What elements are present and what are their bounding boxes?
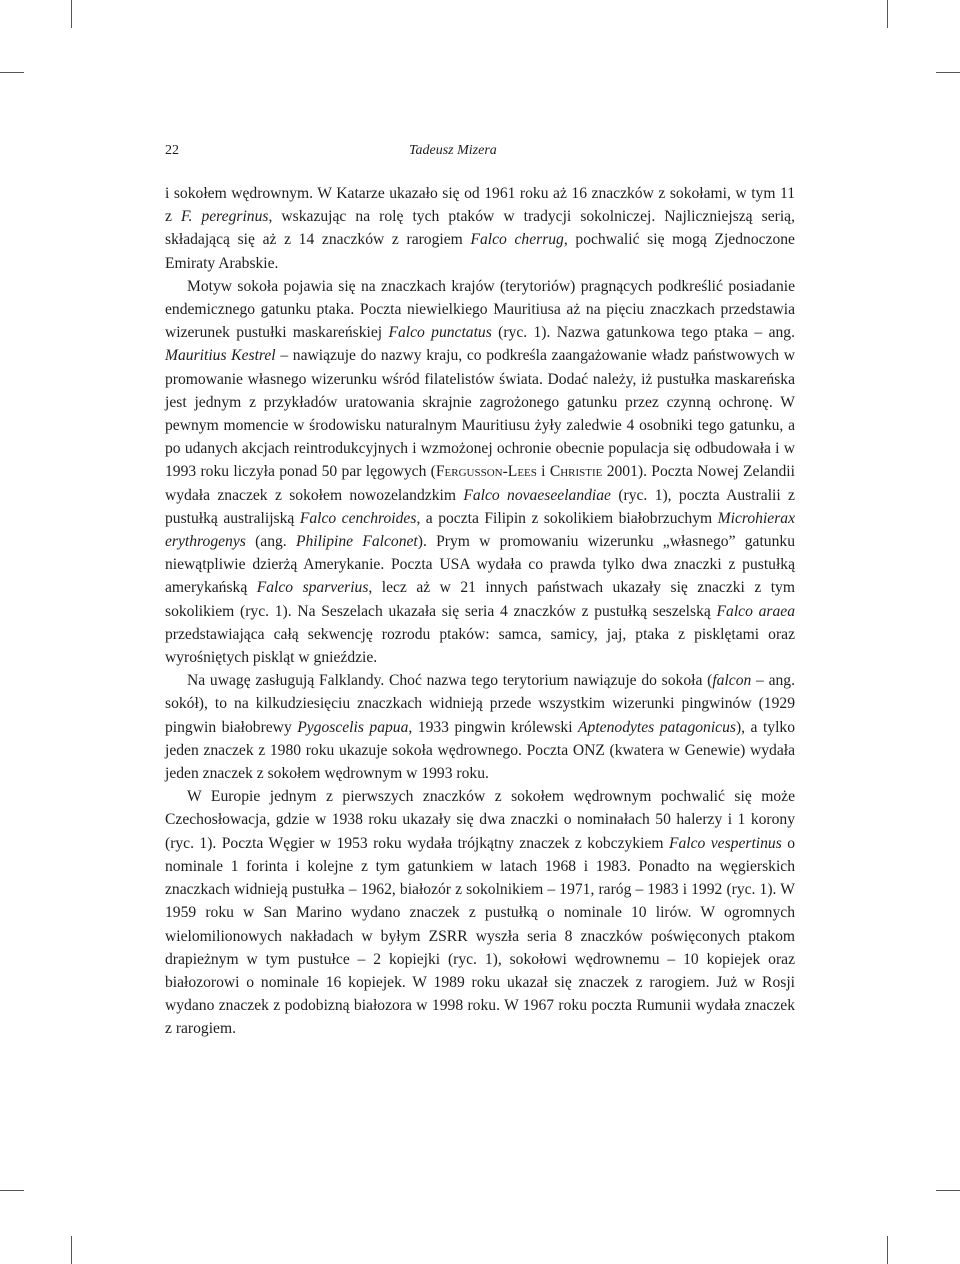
crop-mark-bottom-right-horizontal <box>936 1190 960 1191</box>
citation-author: Christie <box>549 463 603 481</box>
text-run: – ang. sokół), to na kilkudziesięciu znaczkach widnieją przede wszystkim wizerunki pingwinów (1929 pingwin białobrewy <box>165 672 795 736</box>
italic-term: Falco sparverius <box>256 579 369 597</box>
italic-term: Falco punctatus <box>388 324 492 342</box>
body-text <box>165 182 795 1041</box>
italic-term: Falco novaeseelandiae <box>463 486 611 504</box>
crop-mark-top-left-vertical <box>71 0 72 28</box>
text-run: Motyw sokoła pojawia się na znaczkach krajów (terytoriów) pragnących podkreślić posiadanie endemicznego gatunku ptaka. Poczta niewielkiego Mauritiusa aż na pięciu znaczkach przedstawia wizerunek pustułki maskareńskiej <box>165 277 795 342</box>
text-run: (ang. <box>245 533 296 551</box>
text-run: , a poczta Filipin z sokolikiem białobrzuchym <box>416 509 718 527</box>
italic-term: Mauritius Kestrel <box>165 347 276 365</box>
crop-mark-bottom-left-vertical <box>71 1236 72 1264</box>
paragraph <box>165 669 795 785</box>
italic-term: Philipine Falconet <box>295 533 418 551</box>
paragraph <box>165 275 795 669</box>
page-number: 22 <box>165 143 179 158</box>
crop-mark-bottom-left-horizontal <box>0 1190 24 1191</box>
crop-mark-bottom-right-vertical <box>887 1236 888 1264</box>
text-run: Na uwagę zasługują Falklandy. Choć nazwa tego terytorium nawiązuje do sokoła ( <box>187 672 713 690</box>
text-run: (ryc. 1). Nazwa gatunkowa tego ptaka – ang. <box>491 324 795 342</box>
running-header <box>165 143 795 165</box>
italic-term: Falco araea <box>716 602 795 620</box>
italic-term: Falco cherrug <box>470 231 564 249</box>
text-run: ). Prym w promowaniu wizerunku „własnego” gatunku niewątpliwie dzierżą Amerykanie. Poczta USA wydała co prawda tylko dwa znaczki z pustułką amerykańską <box>165 533 795 597</box>
text-run: ), a tylko jeden znaczek z 1980 roku ukazuje sokoła wędrownego. Poczta ONZ (kwatera w Genewie) wydała jeden znaczek z sokołem wędrownym w 1993 roku. <box>165 718 796 783</box>
text-run: , 1933 pingwin królewski <box>408 718 579 736</box>
italic-term: Pygoscelis papua <box>297 718 409 736</box>
crop-mark-top-left-horizontal <box>0 72 24 73</box>
italic-term: Falco cenchroides <box>299 509 417 527</box>
italic-term: Microhierax erythrogenys <box>165 509 796 551</box>
paragraph <box>165 785 795 1040</box>
italic-term: falcon <box>712 672 752 690</box>
text-run: , lecz aż w 21 innych państwach ukazały się znaczki z tym sokolikiem (ryc. 1). Na Seszelach ukazała się seria 4 znaczków z pustułką seszelską <box>165 579 795 620</box>
italic-term: Aptenodytes patagonicus <box>578 718 736 736</box>
paragraph <box>165 182 795 275</box>
text-run: przedstawiająca całą sekwencję rozrodu ptaków: samca, samicy, jaj, ptaka z pisklętami oraz wyrośniętych piskląt w gnieździe. <box>165 625 795 667</box>
text-run: , wskazując na rolę tych ptaków w tradycji sokolniczej. Najliczniejszą serią, składającą się aż z 14 znaczków z rarogiem <box>165 208 795 249</box>
crop-mark-top-right-vertical <box>887 0 888 28</box>
italic-term: Falco vespertinus <box>668 834 782 852</box>
text-run: (ryc. 1), poczta Australii z pustułką australijską <box>165 486 795 527</box>
text-run: – nawiązuje do nazwy kraju, co podkreśla zaangażowanie władz państwowych w promowanie własnego wizerunku wśród filatelistów świata. Dodać należy, iż pustułka maskareńska jest jednym z przykładów uratowania skrajnie zagrożonego gatunku przez czynną ochronę. W pewnym momencie w środowisku naturalnym Mauritiusu żyły zaledwie 4 osobniki tego gatunku, a po udanych akcjach reintrodukcyjnych i wzmożonej ochronie obecnie populacja się odbudowała i w 1993 roku liczyła ponad 50 par lęgowych ( <box>165 347 795 481</box>
text-run: , pochwalić się mogą Zjednoczone Emiraty Arabskie. <box>165 231 795 272</box>
text-run: W Europie jednym z pierwszych znaczków z sokołem wędrownym pochwalić się może Czechosłowacja, gdzie w 1938 roku ukazały się dwa znaczki o nominałach 50 halerzy i 1 korony (ryc. 1). Poczta Węgier w 1953 roku wydała trójkątny znaczek z kobczykiem <box>165 788 795 852</box>
running-head-author: Tadeusz Mizera <box>409 143 497 158</box>
text-run: i sokołem wędrownym. W Katarze ukazało się od 1961 roku aż 16 znaczków z sokołami, w tym 11 z <box>165 185 795 226</box>
text-run: o nominale 1 forinta i kolejne z tym gatunkiem w latach 1968 i 1983. Ponadto na węgierskich znaczkach widnieją pustułka – 1962, białozór z sokolnikiem – 1971, raróg – 1983 i 1992 (ryc. 1). W 1959 roku w San Marino wydano znaczek z pustułką o nominale 10 lirów. W ogromnych wielomilionowych nakładach w byłym ZSRR wyszła seria 8 znaczków poświęconych ptakom drapieżnym w tym pustułce – 2 kopiejki (ryc. 1), sokołowi wędrownemu – 10 kopiejek oraz białozorowi o nominale 16 kopiejek. W 1989 roku ukazał się znaczek z rarogiem. Już w Rosji wydano znaczek z podobizną białozora w 1998 roku. W 1967 roku poczta Rumunii wydała znaczek z rarogiem. <box>165 834 796 1038</box>
crop-mark-top-right-horizontal <box>936 72 960 73</box>
text-run: i <box>536 463 550 481</box>
citation-author: Fergusson-Lees <box>435 463 537 481</box>
italic-term: F. peregrinus <box>180 208 269 226</box>
text-run: 2001). Poczta Nowej Zelandii wydała znaczek z sokołem nowozelandzkim <box>165 463 795 504</box>
